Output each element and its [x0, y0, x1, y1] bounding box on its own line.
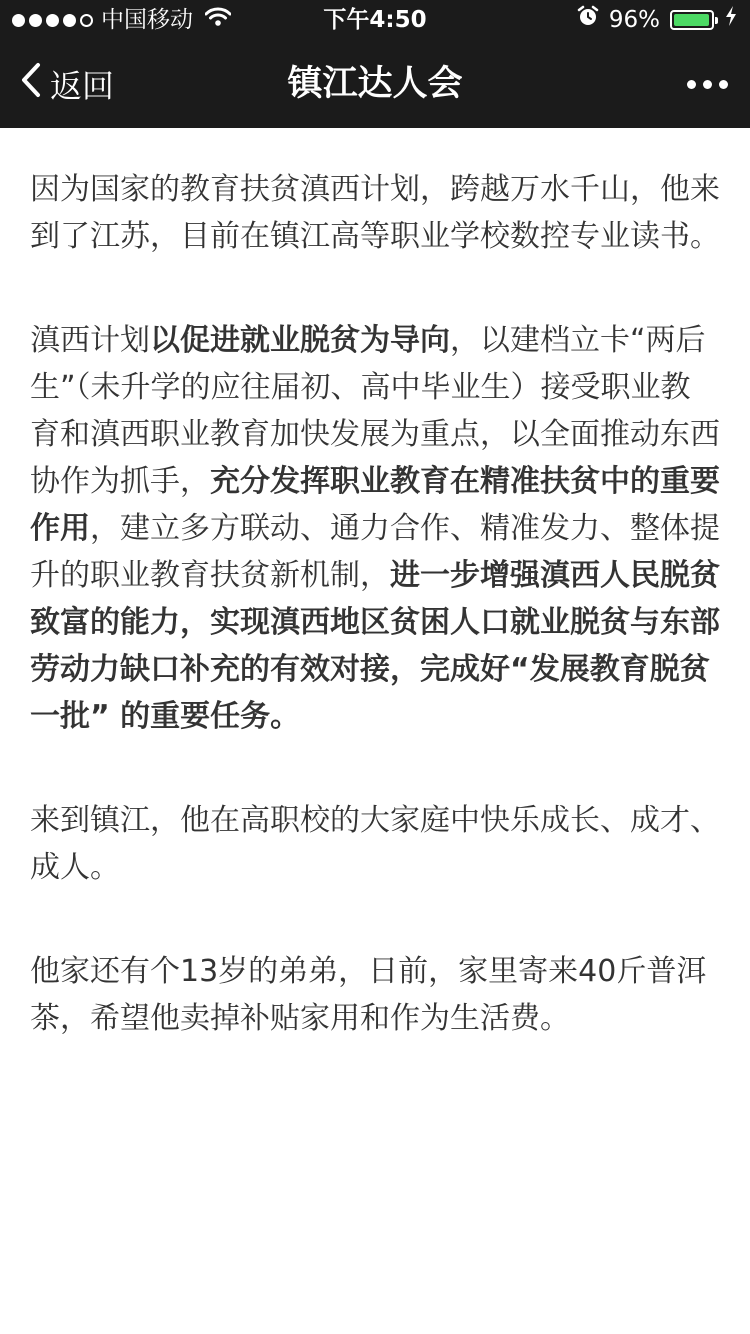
- article-paragraph-2: [30, 317, 720, 740]
- status-right: [577, 0, 738, 40]
- alarm-icon: [577, 0, 599, 40]
- battery-icon: [670, 10, 714, 30]
- article-paragraph-4: 他家还有个13岁的弟弟，日前，家里寄来40斤普洱茶，希望他卖掉补贴家用和作为生活费。: [30, 954, 707, 1036]
- status-time: 下午4:50: [323, 7, 427, 33]
- carrier-name: 中国移动: [101, 7, 193, 33]
- page-title: 镇江达人会: [287, 64, 463, 104]
- article-paragraph-3: 来到镇江，他在高职校的大家庭中快乐成长、成才、成人。: [30, 803, 720, 885]
- p2-segment: ，以建档立卡“两后生”（未升学的应往届初、高中毕业生）接受职业教育和滇西职业教育加快发展为重点，以全面推动东西协作为抓手，: [30, 323, 720, 499]
- p2-bold-segment: 以促进就业脱贫为导向: [150, 323, 450, 358]
- p2-bold-segment: 充分发挥职业教育在精准扶贫中的重要作用: [30, 464, 720, 546]
- back-label: 返回: [50, 67, 115, 105]
- article-body: [30, 166, 720, 1099]
- more-dots-icon[interactable]: [687, 40, 728, 128]
- more-dot: [687, 80, 696, 89]
- back-button[interactable]: [20, 40, 114, 128]
- p2-bold-segment: 进一步增强滇西人民脱贫致富的能力，实现滇西地区贫困人口就业脱贫与东部劳动力缺口补充的有效对接，完成好“发展教育脱贫一批” 的重要任务。: [30, 558, 720, 734]
- battery-fill: [674, 14, 709, 26]
- p2-segment: ，建立多方联动、通力合作、精准发力、整体提升的职业教育扶贫新机制，: [30, 511, 720, 593]
- p2-segment: 滇西计划: [30, 323, 150, 358]
- more-dot: [703, 80, 712, 89]
- more-dot: [719, 80, 728, 89]
- charging-bolt-icon: [724, 0, 738, 40]
- battery-percent: 96%: [608, 7, 660, 33]
- navigation-bar: [0, 40, 750, 128]
- article-paragraph-1: 因为国家的教育扶贫滇西计划，跨越万水千山，他来到了江苏，目前在镇江高等职业学校数控专业读书。: [30, 172, 720, 254]
- status-bar: [0, 0, 750, 40]
- chevron-left-icon: [20, 62, 42, 106]
- top-bar: [0, 0, 750, 128]
